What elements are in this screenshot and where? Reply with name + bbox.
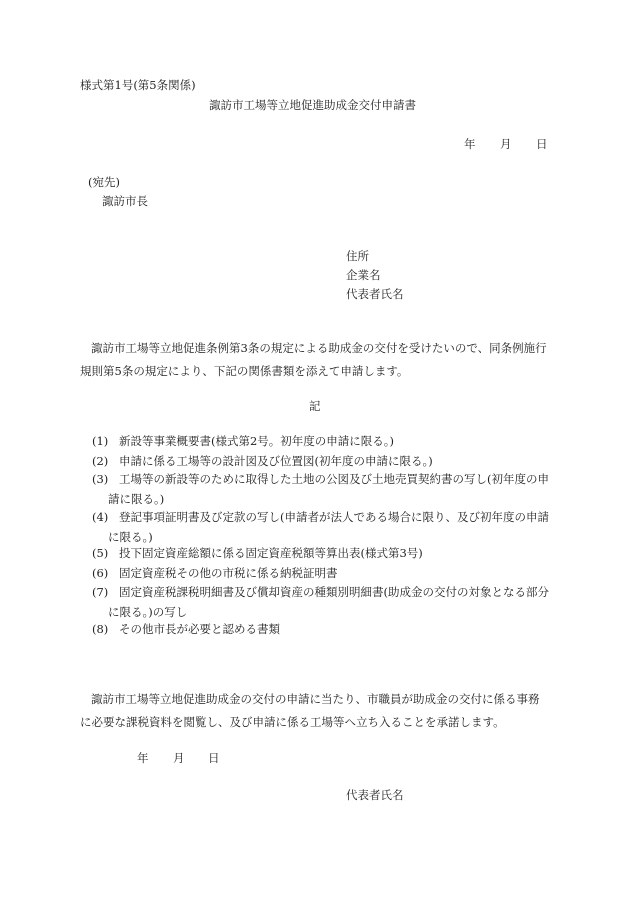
applicant-representative-label: 代表者氏名 <box>346 287 404 301</box>
list-item-number: (1) <box>92 434 109 448</box>
list-item-number: (3) <box>92 472 109 486</box>
date-top-month: 月 <box>500 137 512 151</box>
list-item-text: 申請に係る工場等の設計図及び位置図(初年度の申請に限る。) <box>119 454 433 468</box>
document-title: 諏訪市工場等立地促進助成金交付申請書 <box>209 98 416 112</box>
list-item-text: 固定資産税課税明細書及び償却資産の種類別明細書(助成金の交付の対象となる部分に限る。)の写し <box>108 585 549 619</box>
date-bottom-year: 年 <box>137 751 149 765</box>
list-item-number: (7) <box>92 585 109 599</box>
date-bottom-day: 日 <box>208 751 220 765</box>
list-item-text: 固定資産税その他の市税に係る納税証明書 <box>119 566 338 580</box>
list-item-text: その他市長が必要と認める書類 <box>119 622 280 636</box>
applicant-company-label: 企業名 <box>346 268 381 282</box>
list-item-number: (8) <box>92 622 109 636</box>
application-statement: 諏訪市工場等立地促進条例第3条の規定による助成金の交付を受けたいので、同条例施行規則第5条の規定により、下記の関係書類を添えて申請します。 <box>80 341 547 378</box>
list-item <box>80 431 555 451</box>
list-item-text: 工場等の新設等のために取得した土地の公図及び土地売買契約書の写し(初年度の申請に限る。) <box>108 472 549 506</box>
list-item <box>80 543 555 563</box>
list-item <box>80 451 555 471</box>
addressee-label: (宛先) <box>88 175 120 189</box>
list-item-number: (6) <box>92 566 109 580</box>
list-item-number: (5) <box>92 546 109 560</box>
list-item <box>80 469 555 509</box>
list-item <box>80 507 555 547</box>
list-item-number: (2) <box>92 454 109 468</box>
date-top-year: 年 <box>464 137 476 151</box>
list-item <box>80 563 555 583</box>
list-item <box>80 619 555 639</box>
date-top-day: 日 <box>536 137 548 151</box>
consent-statement: 諏訪市工場等立地促進助成金の交付の申請に当たり、市職員が助成金の交付に係る事務に必要な課税資料を閲覧し、及び申請に係る工場等へ立ち入ることを承諾します。 <box>80 692 540 729</box>
signature-label: 代表者氏名 <box>346 788 404 802</box>
addressee-name: 諏訪市長 <box>102 194 148 208</box>
list-item <box>80 582 555 622</box>
date-bottom-month: 月 <box>173 751 185 765</box>
applicant-address-label: 住所 <box>346 249 369 263</box>
list-item-text: 投下固定資産総額に係る固定資産税額等算出表(様式第3号) <box>119 546 423 560</box>
list-item-text: 登記事項証明書及び定款の写し(申請者が法人である場合に限り、及び初年度の申請に限る。) <box>108 510 549 544</box>
form-number: 様式第1号(第5条関係) <box>80 78 196 92</box>
list-item-number: (4) <box>92 510 109 524</box>
list-item-text: 新設等事業概要書(様式第2号。初年度の申請に限る。) <box>119 434 395 448</box>
ki-heading: 記 <box>309 399 321 413</box>
